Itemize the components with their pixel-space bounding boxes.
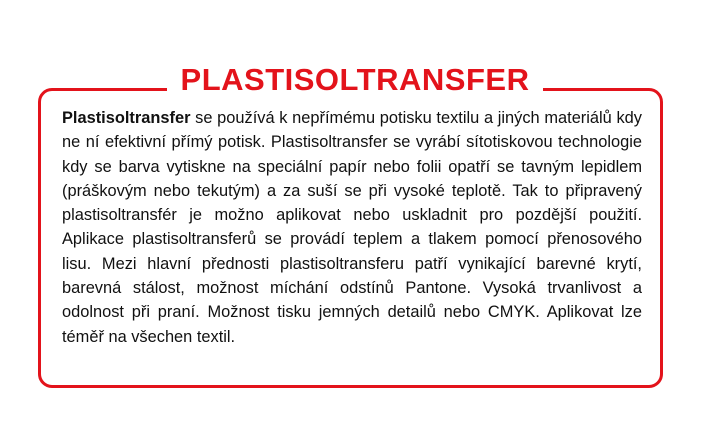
title-container <box>0 60 710 100</box>
box-title: PLASTISOLTRANSFER <box>167 60 544 100</box>
lead-term: Plastisoltransfer <box>62 109 191 127</box>
description-paragraph <box>62 106 642 349</box>
description-text: se používá k nepřímému potisku textilu a jiných materiálů kdy ne ní efektivní přímý potisk. Plastisoltransfer se vyrábí sítotiskovou technologie kdy se barva vytiskne na speciální papír nebo folii opatří se tavným lepidlem (práškovým nebo tekutým) a za suší se při vysoké teplotě. Tak to připravený plastisoltransfér je možno aplikovat nebo uskladnit pro pozdější použití. Aplikace plastisoltransferů se provádí teplem a tlakem pomocí přenosového lisu. Mezi hlavní přednosti plastisoltransferu patří vynikající barevné krytí, barevná stálost, možnost míchání odstínů Pantone. Vysoká trvanlivost a odolnost při praní. Možnost tisku jemných detailů nebo CMYK. Aplikovat lze téměř na všechen textil. <box>62 109 642 346</box>
